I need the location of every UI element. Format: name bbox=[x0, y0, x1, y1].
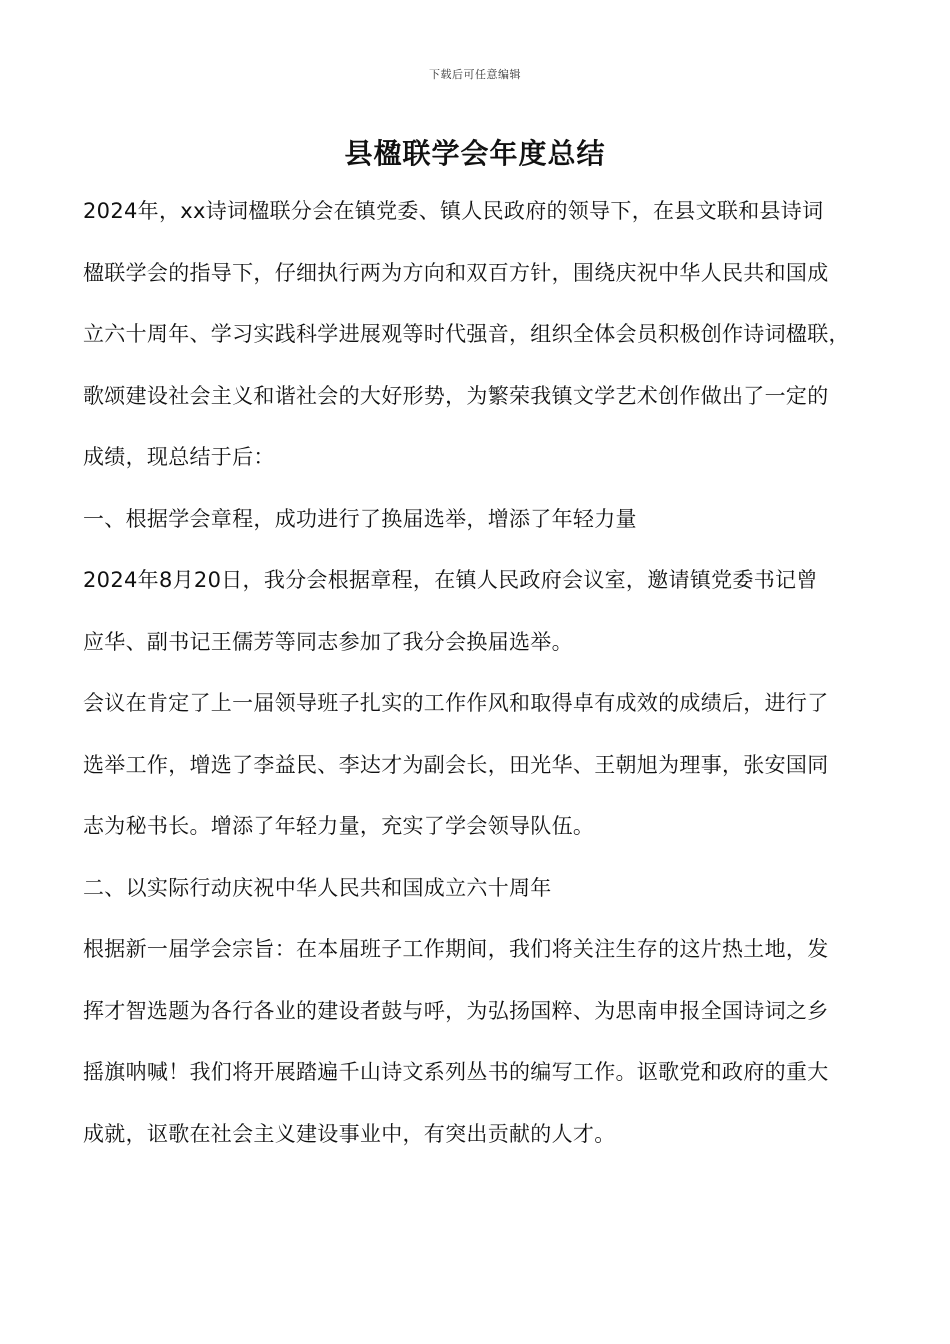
body-line: 根据新一届学会宗旨：在本届班子工作期间，我们将关注生存的这片热土地，发 bbox=[83, 937, 829, 961]
document-title: 县楹联学会年度总结 bbox=[344, 137, 606, 170]
body-line: 立六十周年、学习实践科学进展观等时代强音，组织全体会员积极创作诗词楹联， bbox=[83, 322, 850, 346]
body-line: 成绩，现总结于后： bbox=[83, 445, 275, 469]
header-note: 下载后可任意编辑 bbox=[429, 68, 521, 81]
body-line: 2024年，xx诗词楹联分会在镇党委、镇人民政府的领导下，在县文联和县诗词 bbox=[83, 199, 824, 223]
body-line: 2024年8月20日，我分会根据章程，在镇人民政府会议室，邀请镇党委书记曾 bbox=[83, 568, 818, 592]
body-line: 楹联学会的指导下，仔细执行两为方向和双百方针，围绕庆祝中华人民共和国成 bbox=[83, 260, 829, 285]
section-heading-2: 二、以实际行动庆祝中华人民共和国成立六十周年 bbox=[83, 875, 552, 900]
section-heading-1: 一、根据学会章程，成功进行了换届选举，增添了年轻力量 bbox=[83, 506, 637, 531]
body-line: 应华、副书记王儒芳等同志参加了我分会换届选举。 bbox=[83, 629, 573, 654]
body-line: 挥才智选题为各行各业的建设者鼓与呼，为弘扬国粹、为思南申报全国诗词之乡 bbox=[83, 998, 829, 1023]
body-line: 会议在肯定了上一届领导班子扎实的工作作风和取得卓有成效的成绩后，进行了 bbox=[83, 691, 829, 715]
body-line: 歌颂建设社会主义和谐社会的大好形势，为繁荣我镇文学艺术创作做出了一定的 bbox=[83, 383, 829, 408]
body-line: 成就，讴歌在社会主义建设事业中，有突出贡献的人才。 bbox=[83, 1121, 616, 1146]
document-body bbox=[83, 196, 883, 1180]
body-line: 志为秘书长。增添了年轻力量，充实了学会领导队伍。 bbox=[83, 814, 595, 838]
body-line: 摇旗呐喊！我们将开展踏遍千山诗文系列丛书的编写工作。讴歌党和政府的重大 bbox=[83, 1060, 829, 1084]
body-line: 选举工作，增选了李益民、李达才为副会长，田光华、王朝旭为理事，张安国同 bbox=[83, 752, 829, 777]
